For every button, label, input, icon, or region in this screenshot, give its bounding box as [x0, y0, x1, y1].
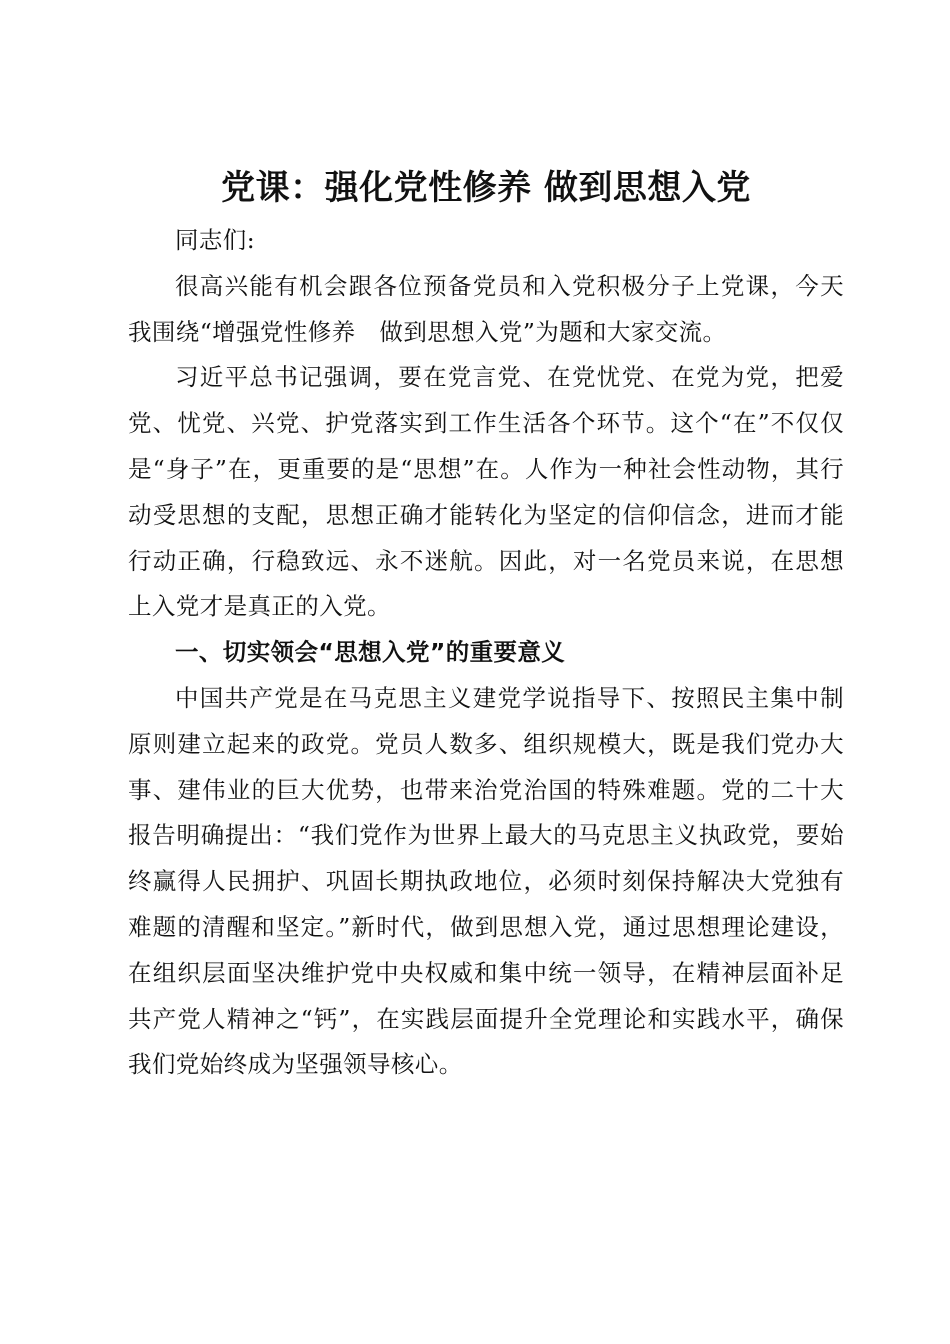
salutation: 同志们: — [175, 226, 256, 254]
document-title: 党课：强化党性修养 做到思想入党 — [221, 168, 751, 208]
section-heading-1: 一、切实领会“思想入党”的重要意义 — [175, 638, 566, 667]
intro-paragraph: 很高兴能有机会跟各位预备党员和入党积极分子上党课，今天我围绕“增强党性修养 做到思想入党”为题和大家交流。 — [128, 271, 844, 346]
body-paragraph-1: 习近平总书记强调，要在党言党、在党忧党、在党为党，把爱党、忧党、兴党、护党落实到工作生活各个环节。这个“在”不仅仅是“身子”在，更重要的是“思想”在。人作为一种社会性动物，其行动受思想的支配，思想正确才能转化为坚定的信仰信念，进而才能行动正确，行稳致远、永不迷航。因此，对一名党员来说，在思想上入党才是真正的入党。 — [128, 363, 844, 621]
section-1-body: 中国共产党是在马克思主义建党学说指导下、按照民主集中制原则建立起来的政党。党员人数多、组织规模大，既是我们党办大事、建伟业的巨大优势，也带来治党治国的特殊难题。党的二十大报告明确提出：“我们党作为世界上最大的马克思主义执政党，要始终赢得人民拥护、巩固长期执政地位，必须时刻保持解决大党独有难题的清醒和坚定。”新时代，做到思想入党，通过思想理论建设，在组织层面坚决维护党中央权威和集中统一领导，在精神层面补足共产党人精神之“钙”，在实践层面提升全党理论和实践水平，确保我们党始终成为坚强领导核心。 — [128, 683, 844, 1079]
document-page — [128, 160, 844, 1088]
